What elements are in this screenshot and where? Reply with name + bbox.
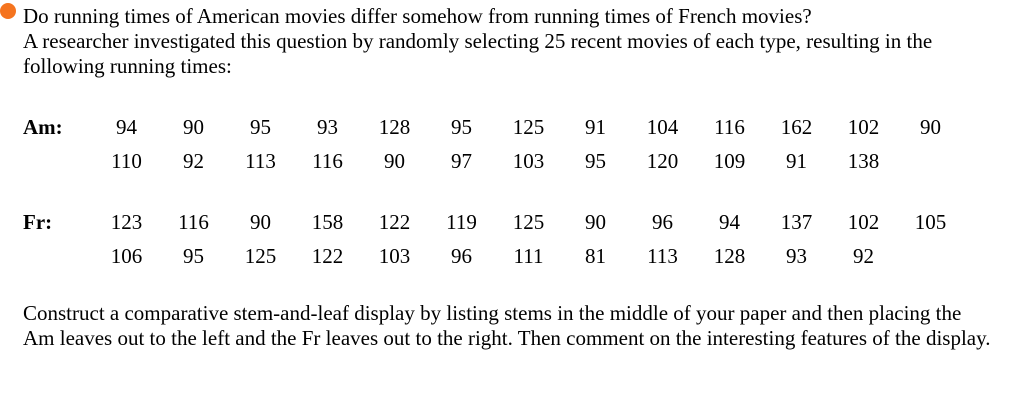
fr-running-time: 158 bbox=[311, 209, 344, 234]
description-text: A researcher investigated this question by randomly selecting 25 recent movies of each type, resulting in the following running times: bbox=[23, 29, 933, 78]
fr-running-time: 113 bbox=[647, 243, 678, 268]
am-running-time: 91 bbox=[786, 148, 807, 173]
am-running-time: 110 bbox=[111, 148, 142, 173]
fr-row bbox=[23, 205, 964, 239]
am-running-time: 95 bbox=[585, 148, 606, 173]
fr-running-time: 125 bbox=[512, 209, 545, 234]
fr-running-time: 137 bbox=[780, 209, 813, 234]
am-running-time: 113 bbox=[245, 148, 276, 173]
am-running-time: 116 bbox=[714, 114, 745, 139]
am-label: Am: bbox=[23, 114, 63, 139]
fr-running-time: 94 bbox=[719, 209, 740, 234]
fr-running-time: 128 bbox=[713, 243, 746, 268]
fr-running-time: 122 bbox=[311, 243, 344, 268]
am-running-time: 162 bbox=[780, 114, 813, 139]
french-times-table bbox=[23, 205, 964, 273]
am-running-time: 90 bbox=[183, 114, 204, 139]
am-running-time: 90 bbox=[384, 148, 405, 173]
am-row bbox=[23, 110, 964, 144]
am-running-time: 104 bbox=[646, 114, 679, 139]
fr-running-time: 95 bbox=[183, 243, 204, 268]
am-running-time: 90 bbox=[920, 114, 941, 139]
am-label-spacer bbox=[23, 144, 93, 178]
fr-running-time: 90 bbox=[585, 209, 606, 234]
fr-running-time: 123 bbox=[110, 209, 143, 234]
question-text: Do running times of American movies differ somehow from running times of French movies? bbox=[23, 4, 812, 28]
am-running-time: 91 bbox=[585, 114, 606, 139]
am-running-time: 125 bbox=[512, 114, 545, 139]
fr-running-time: 90 bbox=[250, 209, 271, 234]
am-running-time: 109 bbox=[713, 148, 746, 173]
fr-running-time: 111 bbox=[513, 243, 544, 268]
fr-running-time: 119 bbox=[446, 209, 477, 234]
am-running-time: 94 bbox=[116, 114, 137, 139]
am-row bbox=[23, 144, 964, 178]
fr-running-time: 106 bbox=[110, 243, 143, 268]
am-running-time: 138 bbox=[847, 148, 880, 173]
instructions bbox=[23, 301, 993, 351]
fr-running-time: 103 bbox=[378, 243, 411, 268]
american-times-table bbox=[23, 110, 964, 178]
fr-row bbox=[23, 239, 964, 273]
am-running-time: 103 bbox=[512, 148, 545, 173]
instructions-text: Construct a comparative stem-and-leaf display by listing stems in the middle of your paper and then placing the Am leaves out to the left and the Fr leaves out to the right. Then comment on the interesting features of the display. bbox=[23, 301, 991, 350]
am-running-time: 116 bbox=[312, 148, 343, 173]
fr-running-time: 96 bbox=[451, 243, 472, 268]
fr-label-spacer bbox=[23, 239, 93, 273]
am-running-time: 93 bbox=[317, 114, 338, 139]
fr-running-time: 116 bbox=[178, 209, 209, 234]
am-running-time: 102 bbox=[847, 114, 880, 139]
fr-running-time: 102 bbox=[847, 209, 880, 234]
am-running-time: 97 bbox=[451, 148, 472, 173]
bullet-dot bbox=[0, 3, 16, 19]
fr-label: Fr: bbox=[23, 209, 53, 234]
fr-running-time: 125 bbox=[244, 243, 277, 268]
fr-running-time: 93 bbox=[786, 243, 807, 268]
am-running-time: 120 bbox=[646, 148, 679, 173]
am-running-time: 128 bbox=[378, 114, 411, 139]
fr-running-time: 122 bbox=[378, 209, 411, 234]
am-running-time: 95 bbox=[451, 114, 472, 139]
fr-running-time: 105 bbox=[914, 209, 947, 234]
fr-running-time: 92 bbox=[853, 243, 874, 268]
fr-running-time: 96 bbox=[652, 209, 673, 234]
problem-intro bbox=[23, 4, 993, 79]
am-running-time: 92 bbox=[183, 148, 204, 173]
am-running-time: 95 bbox=[250, 114, 271, 139]
fr-running-time: 81 bbox=[585, 243, 606, 268]
